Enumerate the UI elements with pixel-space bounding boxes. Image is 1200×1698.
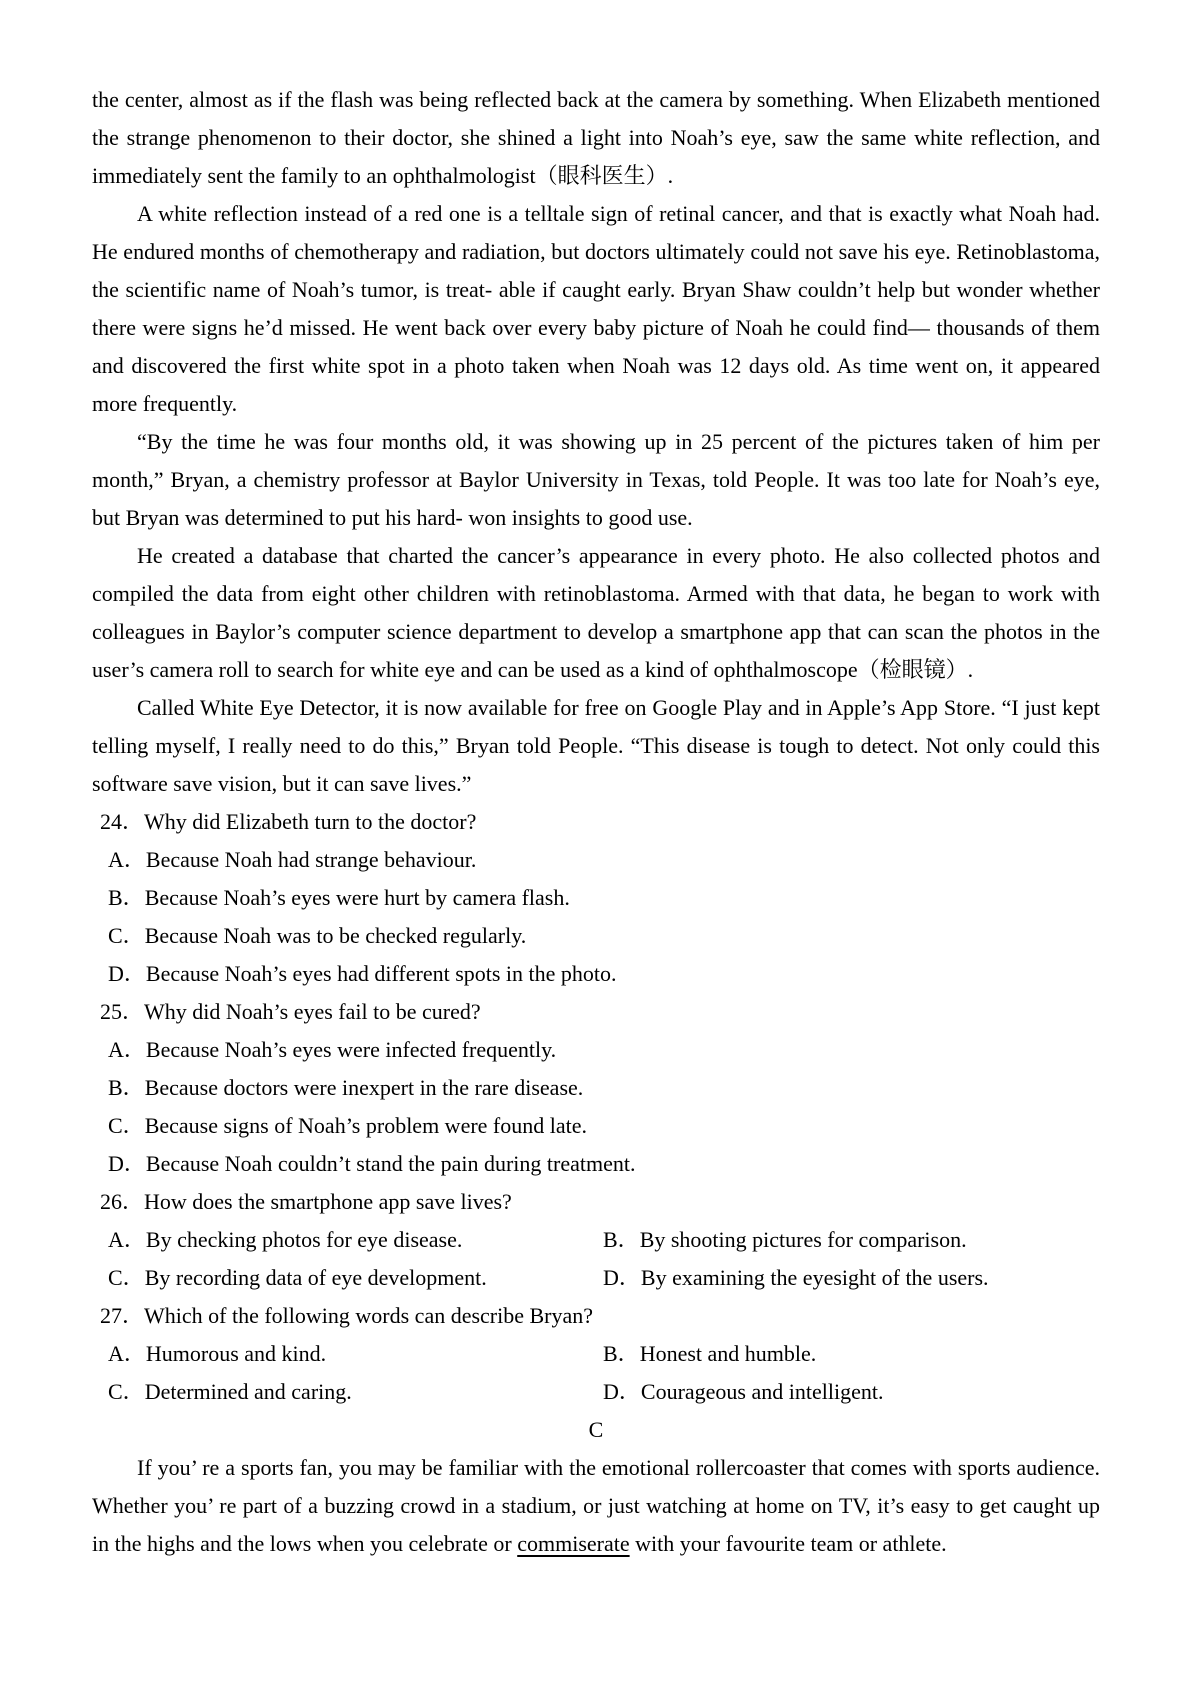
question-24-option-a — [92, 841, 1100, 879]
question-25-stem — [92, 993, 1100, 1031]
option-label: C． — [108, 1379, 145, 1404]
option-text: Because Noah’s eyes were infected frequently. — [145, 1037, 557, 1062]
section-c-text-after: with your favourite team or athlete. — [629, 1531, 947, 1556]
question-25-option-c — [92, 1107, 1100, 1145]
question-27-stem — [92, 1297, 1100, 1335]
option-label: B． — [603, 1227, 640, 1252]
question-27-option-c — [108, 1373, 603, 1411]
question-text: Why did Noah’s eyes fail to be cured? — [144, 999, 481, 1024]
question-25-option-a — [92, 1031, 1100, 1069]
question-24-option-d — [92, 955, 1100, 993]
question-text: Which of the following words can describe Bryan? — [144, 1303, 594, 1328]
option-label: A． — [108, 1037, 146, 1062]
question-25-option-d — [92, 1145, 1100, 1183]
passage-paragraph: the center, almost as if the flash was being reflected back at the camera by something. When Elizabeth mentioned the strange phenomenon to their doctor, she shined a light into Noah’s eye, saw the same white reflection, and immediately sent the family to an ophthalmologist（眼科医生）. — [92, 87, 1100, 188]
option-text: By shooting pictures for comparison. — [639, 1227, 967, 1252]
question-27-options-row-1 — [92, 1335, 1100, 1373]
question-26-option-c — [108, 1259, 603, 1297]
option-text: By examining the eyesight of the users. — [640, 1265, 989, 1290]
option-text: Determined and caring. — [144, 1379, 352, 1404]
question-24-option-b — [92, 879, 1100, 917]
section-c-heading: C — [588, 1417, 604, 1442]
option-label: B． — [108, 885, 145, 910]
question-27-option-a — [108, 1335, 603, 1373]
option-text: Courageous and intelligent. — [640, 1379, 884, 1404]
question-26-options-row-2 — [92, 1259, 1100, 1297]
question-number: 24． — [100, 809, 145, 834]
question-text: Why did Elizabeth turn to the doctor? — [144, 809, 477, 834]
question-24-stem — [92, 803, 1100, 841]
option-text: Honest and humble. — [639, 1341, 817, 1366]
passage-paragraph: A white reflection instead of a red one is a telltale sign of retinal cancer, and that is exactly what Noah had. He endured months of chemotherapy and radiation, but doctors ultimately could not save his eye. Retinoblastoma, the scientific name of Noah’s tumor, is treat- able if caught early. Bryan Shaw couldn’t help but wonder whether there were signs he’d missed. He went back over every baby picture of Noah he could find— thousands of them and discovered the first white spot in a photo taken when Noah was 12 days old. As time went on, it appeared more frequently. — [92, 201, 1100, 416]
section-c-text-before: If you’ re a sports fan, you may be familiar with the emotional rollercoaster that comes with sports audience. Whether you’ re part of a buzzing crowd in a stadium, or just watching at home on TV, it’s easy to get caught up in the highs and the lows when you celebrate or — [92, 1455, 1100, 1556]
question-number: 27． — [100, 1303, 145, 1328]
question-26-stem — [92, 1183, 1100, 1221]
question-26-option-a — [108, 1221, 603, 1259]
option-label: D． — [603, 1265, 641, 1290]
option-label: D． — [108, 961, 146, 986]
question-25-option-b — [92, 1069, 1100, 1107]
option-label: A． — [108, 1341, 146, 1366]
option-text: Because Noah’s eyes were hurt by camera flash. — [144, 885, 570, 910]
section-c-paragraph — [92, 1449, 1100, 1563]
passage-paragraph: He created a database that charted the cancer’s appearance in every photo. He also collected photos and compiled the data from eight other children with retinoblastoma. Armed with that data, he began to work with colleagues in Baylor’s computer science department to develop a smartphone app that can scan the photos in the user’s camera roll to search for white eye and can be used as a kind of ophthalmoscope（检眼镜）. — [92, 543, 1100, 682]
option-label: C． — [108, 1265, 145, 1290]
option-text: By recording data of eye development. — [144, 1265, 487, 1290]
option-text: Humorous and kind. — [145, 1341, 327, 1366]
question-number: 25． — [100, 999, 145, 1024]
option-label: C． — [108, 923, 145, 948]
option-text: Because Noah had strange behaviour. — [145, 847, 477, 872]
question-26-option-d — [603, 1259, 1100, 1297]
option-label: D． — [603, 1379, 641, 1404]
underlined-word-commiserate: commiserate — [517, 1531, 630, 1556]
option-text: By checking photos for eye disease. — [145, 1227, 463, 1252]
option-label: B． — [108, 1075, 145, 1100]
option-text: Because Noah’s eyes had different spots in the photo. — [145, 961, 617, 986]
option-label: A． — [108, 1227, 146, 1252]
option-text: Because signs of Noah’s problem were found late. — [144, 1113, 588, 1138]
option-text: Because Noah couldn’t stand the pain during treatment. — [145, 1151, 636, 1176]
question-27-options-row-2 — [92, 1373, 1100, 1411]
question-24-option-c — [92, 917, 1100, 955]
question-number: 26． — [100, 1189, 145, 1214]
question-26-options-row-1 — [92, 1221, 1100, 1259]
option-label: B． — [603, 1341, 640, 1366]
question-26-option-b — [603, 1221, 1100, 1259]
option-text: Because doctors were inexpert in the rare disease. — [144, 1075, 584, 1100]
option-label: C． — [108, 1113, 145, 1138]
option-label: A． — [108, 847, 146, 872]
question-text: How does the smartphone app save lives? — [144, 1189, 512, 1214]
passage-paragraph: Called White Eye Detector, it is now available for free on Google Play and in Apple’s App Store. “I just kept telling myself, I really need to do this,” Bryan told People. “This disease is tough to detect. Not only could this software save vision, but it can save lives.” — [92, 695, 1100, 796]
question-27-option-b — [603, 1335, 1100, 1373]
option-label: D． — [108, 1151, 146, 1176]
passage-paragraph: “By the time he was four months old, it was showing up in 25 percent of the pictures taken of him per month,” Bryan, a chemistry professor at Baylor University in Texas, told People. It was too late for Noah’s eye, but Bryan was determined to put his hard- won insights to good use. — [92, 429, 1100, 530]
question-27-option-d — [603, 1373, 1100, 1411]
option-text: Because Noah was to be checked regularly. — [144, 923, 527, 948]
